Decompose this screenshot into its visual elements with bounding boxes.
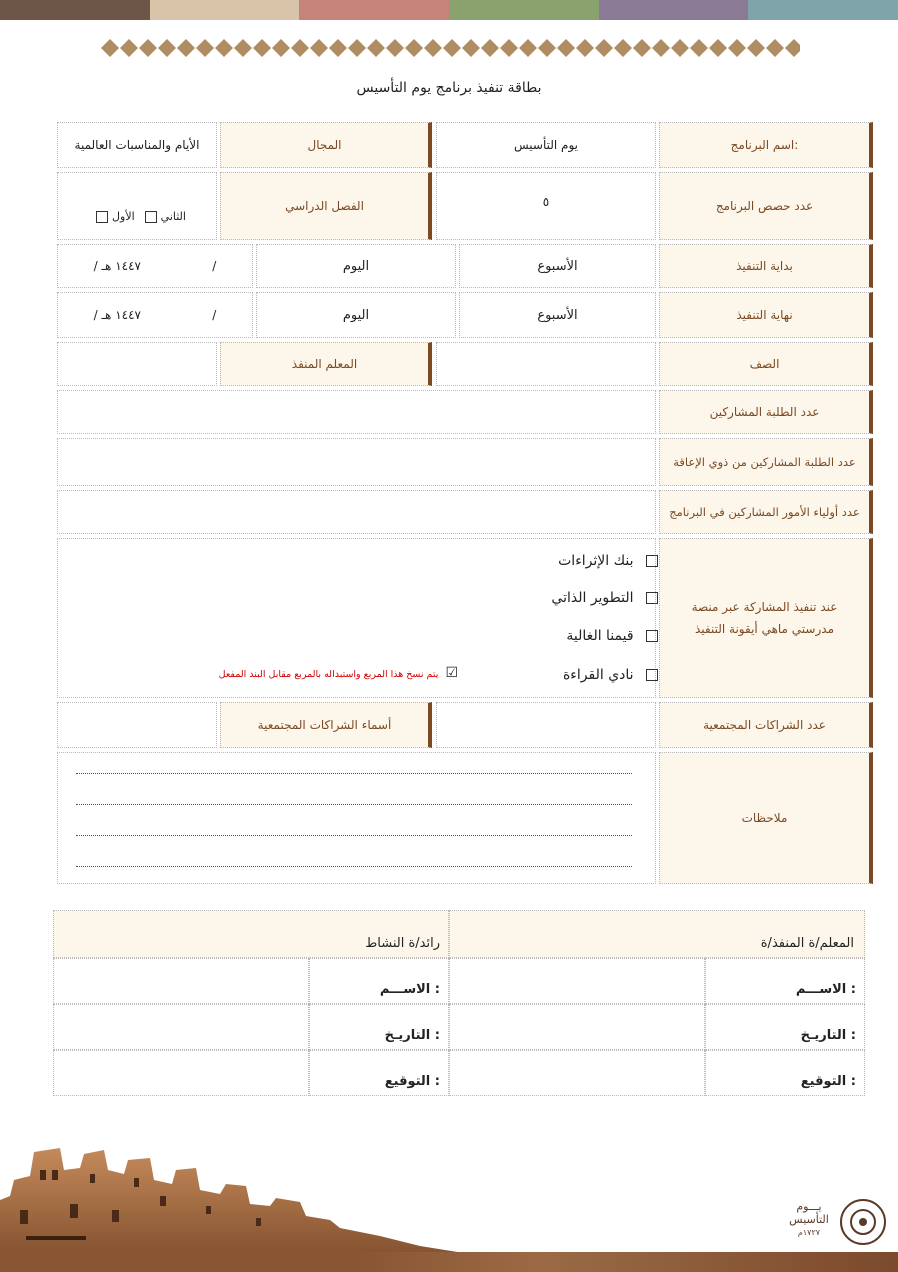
option-label: نادي القراءة: [562, 667, 634, 683]
leader-sign-label: التوقيع :: [309, 1050, 449, 1096]
platform-label: عند تنفيذ المشاركة عبر منصة مدرستي ماهي أيقونة التنفيذ: [659, 538, 873, 698]
leader-name-label: الاســـم :: [309, 958, 449, 1004]
stripe-segment: [748, 0, 898, 20]
semester-second-label: الثاني: [160, 210, 186, 223]
semester-options: [57, 172, 217, 240]
parents-label: عدد أولياء الأمور المشاركين في البرنامج: [659, 490, 873, 534]
teacher-name-label: الاســـم :: [705, 958, 865, 1004]
sessions-value[interactable]: ٥: [436, 172, 656, 240]
diamond-ornament: [100, 38, 800, 58]
stripe-segment: [599, 0, 749, 20]
emblem-icon: [836, 1196, 890, 1248]
option-label: بنك الإثراءات: [558, 553, 634, 569]
checked-box-icon: ☑: [445, 665, 458, 681]
partners-names-value[interactable]: [57, 702, 217, 748]
sessions-label: عدد حصص البرنامج: [659, 172, 873, 240]
disabled-students-value[interactable]: [57, 438, 656, 486]
option-row[interactable]: [528, 667, 658, 683]
founding-day-logo: [782, 1196, 892, 1250]
leader-signature-head: رائد/ة النشاط: [53, 910, 449, 958]
teacher-signature-head: المعلم/ة المنفذ/ة: [449, 910, 865, 958]
field-value[interactable]: الأيام والمناسبات العالمية: [57, 122, 217, 168]
disabled-students-label: عدد الطلبة المشاركين من ذوي الإعاقة: [659, 438, 873, 486]
leader-date-label: التاريـخ :: [309, 1004, 449, 1050]
partners-count-value[interactable]: [436, 702, 656, 748]
start-day[interactable]: اليوم: [256, 244, 456, 288]
notes-label: ملاحظات: [659, 752, 873, 884]
semester-first-checkbox[interactable]: [96, 210, 108, 223]
end-label: نهاية التنفيذ: [659, 292, 873, 338]
start-date[interactable]: / ١٤٤٧ هـ /: [57, 244, 253, 288]
checkbox-icon: [145, 211, 157, 223]
option-label: قيمنا الغالية: [566, 628, 634, 644]
checkbox-icon: [96, 211, 108, 223]
teacher-value[interactable]: [57, 342, 217, 386]
platform-options: [57, 538, 656, 698]
stripe-segment: [150, 0, 300, 20]
parents-value[interactable]: [57, 490, 656, 534]
stripe-segment: [0, 0, 150, 20]
checkbox-icon: [646, 555, 658, 567]
program-name-label: اسم البرنامج:: [659, 122, 873, 168]
option-row[interactable]: [528, 590, 658, 606]
end-week[interactable]: الأسبوع: [459, 292, 656, 338]
option-row[interactable]: [528, 628, 658, 644]
stripe-segment: [299, 0, 449, 20]
class-value[interactable]: [436, 342, 656, 386]
partners-count-label: عدد الشراكات المجتمعية: [659, 702, 873, 748]
class-label: الصف: [659, 342, 873, 386]
logo-text: يـــوم التأسيس ١٧٢٧م: [789, 1200, 829, 1237]
check-hint: ☑ يتم نسخ هذا المربع واستبداله بالمربع مقابل البند المفعل: [218, 665, 458, 681]
semester-second-checkbox[interactable]: [145, 210, 157, 223]
program-name-value[interactable]: يوم التأسيس: [436, 122, 656, 168]
partners-names-label: أسماء الشراكات المجتمعية: [220, 702, 432, 748]
end-date[interactable]: / ١٤٤٧ هـ /: [57, 292, 253, 338]
semester-first-label: الأول: [112, 210, 135, 223]
checkbox-icon: [646, 669, 658, 681]
field-label: المجال: [220, 122, 432, 168]
notes-area[interactable]: [57, 752, 656, 884]
checkbox-icon: [646, 592, 658, 604]
note-line: [76, 773, 632, 774]
teacher-date-value[interactable]: [449, 1004, 705, 1050]
note-line: [76, 866, 632, 867]
checkbox-icon: [646, 630, 658, 642]
teacher-date-label: التاريـخ :: [705, 1004, 865, 1050]
teacher-sign-value[interactable]: [449, 1050, 705, 1096]
semester-label: الفصل الدراسي: [220, 172, 432, 240]
leader-sign-value[interactable]: [53, 1050, 309, 1096]
page-title: بطاقة تنفيذ برنامج يوم التأسيس: [356, 80, 542, 96]
top-stripe: [0, 0, 898, 20]
leader-name-value[interactable]: [53, 958, 309, 1004]
footer-bar: [0, 1252, 898, 1272]
start-week[interactable]: الأسبوع: [459, 244, 656, 288]
end-day[interactable]: اليوم: [256, 292, 456, 338]
note-line: [76, 804, 632, 805]
option-row[interactable]: [528, 553, 658, 569]
note-line: [76, 835, 632, 836]
leader-date-value[interactable]: [53, 1004, 309, 1050]
students-value[interactable]: [57, 390, 656, 434]
stripe-segment: [449, 0, 599, 20]
option-label: التطوير الذاتي: [551, 590, 634, 606]
teacher-name-value[interactable]: [449, 958, 705, 1004]
teacher-sign-label: التوقيع :: [705, 1050, 865, 1096]
teacher-label: المعلم المنفذ: [220, 342, 432, 386]
start-label: بداية التنفيذ: [659, 244, 873, 288]
students-label: عدد الطلبة المشاركين: [659, 390, 873, 434]
